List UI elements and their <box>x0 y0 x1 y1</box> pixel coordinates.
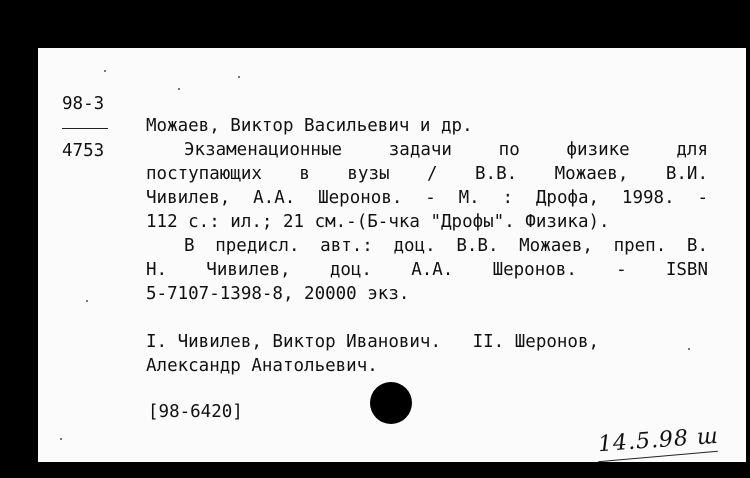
paper-speck <box>178 88 180 90</box>
paper-speck <box>688 348 690 350</box>
paper-speck <box>104 70 106 72</box>
paper-speck <box>60 438 62 440</box>
note-line-2: Н. Чивилев, доц. А.А. Шеронов. - ISBN <box>146 260 708 280</box>
paper-speck <box>86 300 88 302</box>
call-number-bottom: 4753 <box>62 141 105 161</box>
call-number-top: 98-3 <box>62 94 105 114</box>
imprint-line-1: Чивилев, А.А. Шеронов. - М. : Дрофа, 1998. - <box>146 188 708 208</box>
tracing-line-2: Александр Анатольевич. <box>146 356 378 376</box>
title-line-2: поступающих в вузы / В.В. Можаев, В.И. <box>146 164 708 184</box>
paper-speck <box>238 76 240 78</box>
note-line-1: В предисл. авт.: доц. В.В. Можаев, преп. В. <box>184 236 708 256</box>
punch-hole <box>370 382 412 424</box>
tracing-line-1: I. Чивилев, Виктор Иванович. II. Шеронов, <box>146 332 600 352</box>
catalog-card <box>38 48 746 462</box>
isbn-line: 5-7107-1398-8, 20000 экз. <box>146 284 410 304</box>
imprint-line-2: 112 с.: ил.; 21 см.-(Б-чка "Дрофы". Физика). <box>146 212 610 232</box>
accession-number: [98-6420] <box>148 402 243 422</box>
author-heading: Можаев, Виктор Васильевич и др. <box>146 116 473 136</box>
title-line-1: Экзаменационные задачи по физике для <box>184 140 708 160</box>
handwritten-date: 14.5.98 ш <box>597 423 720 458</box>
call-number-divider <box>62 128 108 129</box>
